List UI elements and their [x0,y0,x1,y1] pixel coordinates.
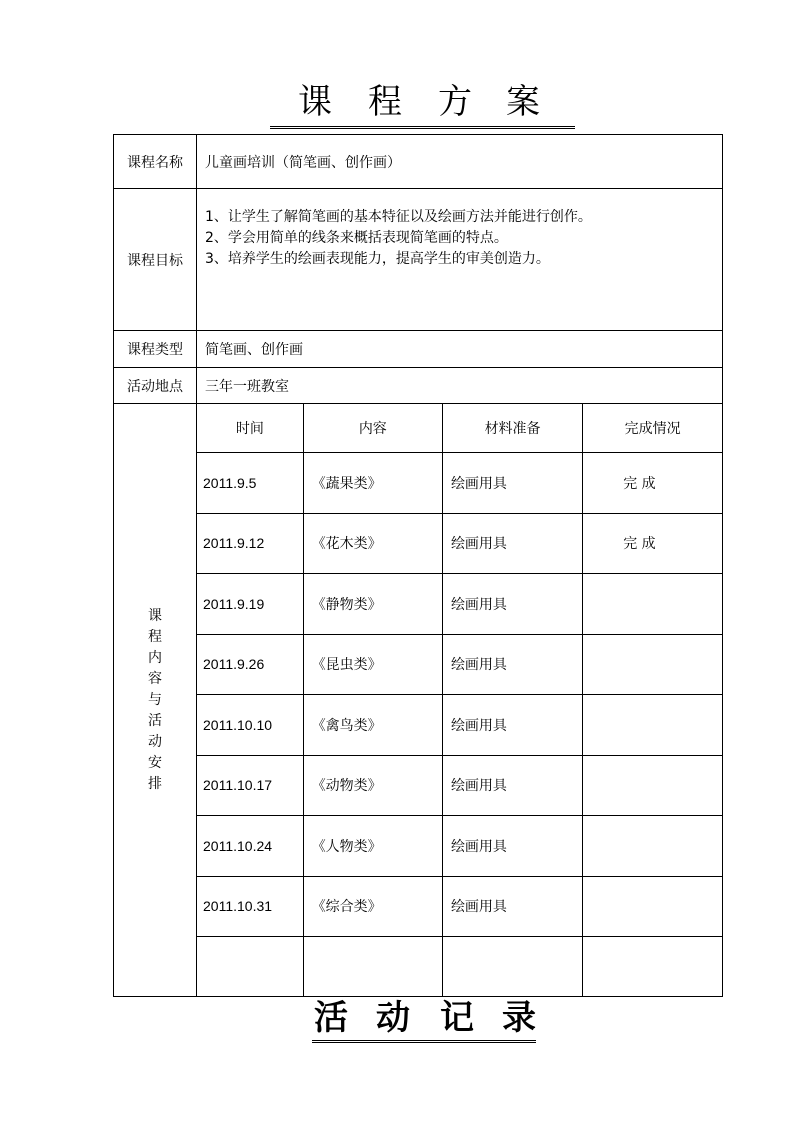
header-content: 内容 [303,404,442,452]
table-row [197,755,722,815]
row-status [583,634,722,694]
row-date [197,936,303,996]
goal-item: 1、让学生了解简笔画的基本特征以及绘画方法并能进行创作。 [205,209,592,225]
table-row [197,815,722,876]
row-status [583,876,722,936]
type-row [114,331,723,368]
row-status [583,573,722,634]
table-row [197,513,722,573]
row-materials: 绘画用具 [442,755,582,815]
row-materials: 绘画用具 [442,513,582,573]
title-char: 案 [506,82,540,122]
row-content: 《动物类》 [303,755,442,815]
schedule-label-char: 容 [148,670,162,687]
row-materials: 绘画用具 [442,573,582,634]
row-status [583,694,722,755]
type-label: 课程类型 [114,331,197,368]
row-content: 《人物类》 [303,815,442,876]
table-row [197,936,722,996]
schedule-label-char: 程 [148,628,162,645]
title-char: 动 [376,998,410,1038]
activity-record-title [312,996,536,1043]
row-status: 完 成 [583,513,722,573]
course-name-row [114,135,723,189]
row-status [583,815,722,876]
row-status [583,755,722,815]
course-name-label: 课程名称 [114,135,197,189]
schedule-label-char: 安 [148,754,162,771]
row-date: 2011.10.24 [197,815,303,876]
schedule-cell [197,404,723,997]
table-row [197,634,722,694]
row-content: 《综合类》 [303,876,442,936]
row-materials: 绘画用具 [442,452,582,513]
row-content: 《蔬果类》 [303,452,442,513]
page-title [270,80,575,129]
row-date: 2011.9.26 [197,634,303,694]
course-plan-table [113,134,723,997]
schedule-label-char: 内 [148,649,162,666]
header-materials: 材料准备 [442,404,582,452]
header-time: 时间 [235,420,264,437]
goal-item: 3、培养学生的绘画表现能力，提高学生的审美创造力。 [205,251,550,267]
row-content: 《昆虫类》 [303,634,442,694]
row-materials [442,936,582,996]
row-status: 完 成 [583,452,722,513]
title-char: 程 [368,82,402,122]
location-row [114,368,723,404]
course-name-value: 儿童画培训（简笔画、创作画） [197,135,723,189]
location-label: 活动地点 [114,368,197,404]
goal-item: 2、学会用简单的线条来概括表现简笔画的特点。 [205,230,508,246]
table-row [197,573,722,634]
schedule-table [197,404,722,996]
goals-list [197,189,723,331]
row-content [303,936,442,996]
row-date: 2011.10.10 [197,694,303,755]
schedule-header-row [197,404,722,452]
table-row [197,876,722,936]
title-char: 活 [314,998,348,1038]
title-char: 记 [440,998,474,1038]
title-char: 课 [298,82,332,122]
row-date: 2011.10.31 [197,876,303,936]
row-materials: 绘画用具 [442,694,582,755]
row-materials: 绘画用具 [442,634,582,694]
row-status [583,936,722,996]
row-date: 2011.10.17 [197,755,303,815]
schedule-label-char: 动 [148,733,162,750]
type-value: 简笔画、创作画 [197,331,723,368]
schedule-label-char: 与 [148,691,162,708]
table-row [197,694,722,755]
goals-label: 课程目标 [114,189,197,331]
schedule-label-char: 活 [148,712,162,729]
schedule-label [114,404,197,997]
row-content: 《禽鸟类》 [303,694,442,755]
schedule-label-char: 课 [148,607,162,624]
row-date: 2011.9.19 [197,573,303,634]
row-content: 《花木类》 [303,513,442,573]
schedule-row [114,404,723,997]
row-date: 2011.9.12 [197,513,303,573]
row-materials: 绘画用具 [442,876,582,936]
row-materials: 绘画用具 [442,815,582,876]
title-char: 录 [502,998,536,1038]
location-value: 三年一班教室 [197,368,723,404]
header-status: 完成情况 [583,404,722,452]
row-date: 2011.9.5 [197,452,303,513]
row-content: 《静物类》 [303,573,442,634]
schedule-label-char: 排 [148,775,162,792]
goals-row [114,189,723,331]
title-char: 方 [438,82,472,122]
table-row [197,452,722,513]
